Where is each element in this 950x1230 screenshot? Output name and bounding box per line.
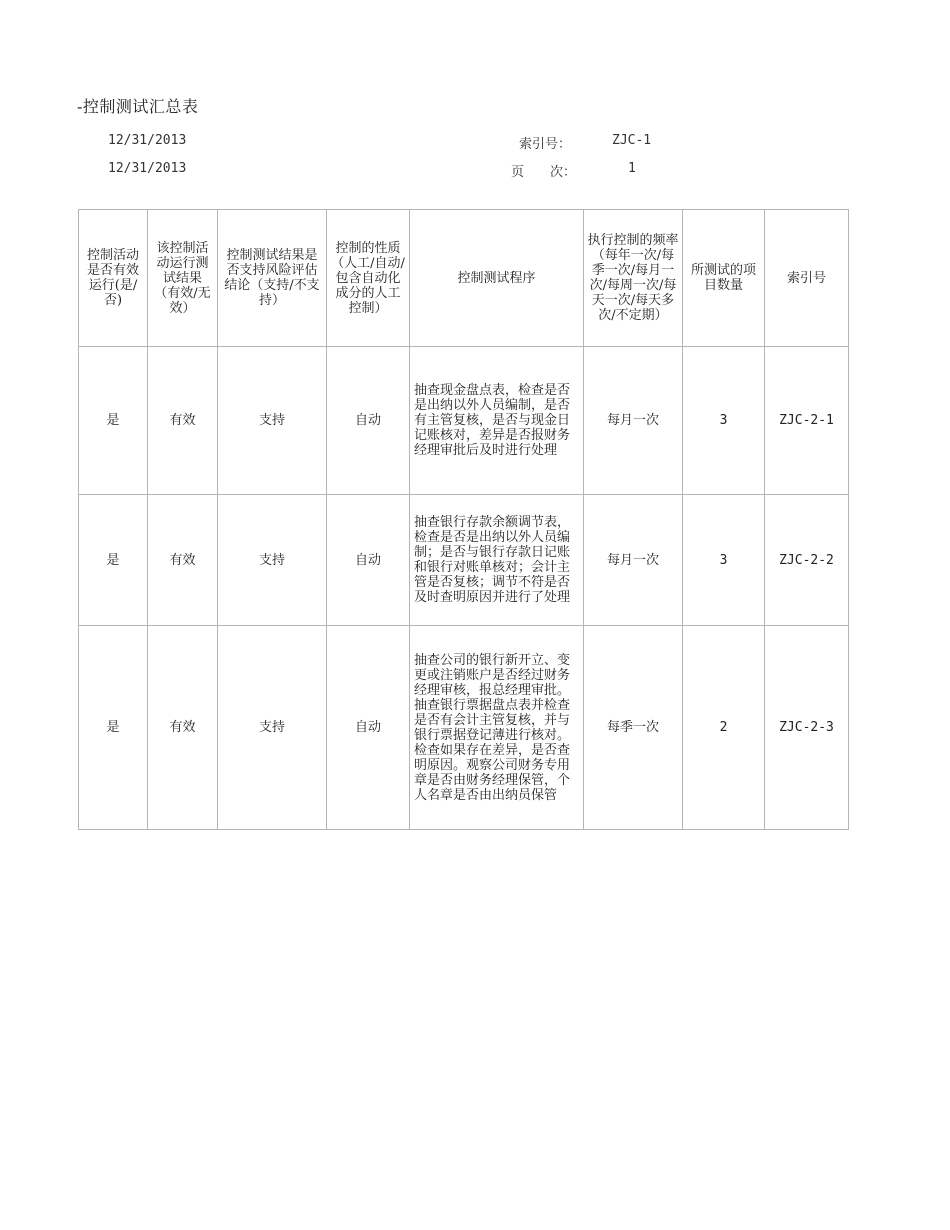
period-date-2: 12/31/2013: [108, 161, 187, 176]
table-row: [79, 495, 849, 626]
page-title: -控制测试汇总表: [77, 97, 199, 116]
cell-frequency: 每季一次: [584, 626, 683, 830]
cell-result: 有效: [148, 626, 218, 830]
header-result: 该控制活动运行测试结果（有效/无效）: [148, 210, 218, 347]
cell-support: 支持: [218, 495, 327, 626]
cell-support: 支持: [218, 347, 327, 495]
cell-procedure: 抽查现金盘点表，检查是否是出纳以外人员编制，是否有主管复核，是否与现金日记账核对，差异是否报财务经理审批后及时进行处理: [410, 347, 584, 495]
cell-effective: 是: [79, 347, 148, 495]
cell-frequency: 每月一次: [584, 495, 683, 626]
control-test-summary-table: [78, 209, 849, 830]
cell-procedure: 抽查公司的银行新开立、变更或注销账户是否经过财务经理审核，报总经理审批。抽查银行票据盘点表并检查是否有会计主管复核，并与银行票据登记薄进行核对。检查如果存在差异，是否查明原因。观察公司财务专用章是否由财务经理保管，个人名章是否由出纳员保管: [410, 626, 584, 830]
index-value: ZJC-1: [612, 133, 652, 148]
header-effective: 控制活动是否有效运行(是/否): [79, 210, 148, 347]
cell-effective: 是: [79, 626, 148, 830]
cell-count: 3: [683, 495, 765, 626]
cell-index: ZJC-2-1: [765, 347, 849, 495]
header-nature: 控制的性质（人工/自动/包含自动化成分的人工控制）: [327, 210, 410, 347]
header-procedure: 控制测试程序: [410, 210, 584, 347]
cell-result: 有效: [148, 347, 218, 495]
cell-result: 有效: [148, 495, 218, 626]
period-date-1: 12/31/2013: [108, 133, 187, 148]
page-value: 1: [628, 161, 636, 176]
cell-index: ZJC-2-3: [765, 626, 849, 830]
cell-index: ZJC-2-2: [765, 495, 849, 626]
cell-frequency: 每月一次: [584, 347, 683, 495]
cell-support: 支持: [218, 626, 327, 830]
header-support: 控制测试结果是否支持风险评估结论（支持/不支持）: [218, 210, 327, 347]
header-frequency: 执行控制的频率（每年一次/每季一次/每月一次/每周一次/每天一次/每天多次/不定期）: [584, 210, 683, 347]
table-row: [79, 347, 849, 495]
cell-effective: 是: [79, 495, 148, 626]
header-index: 索引号: [765, 210, 849, 347]
table-header-row: [79, 210, 849, 347]
cell-nature: 自动: [327, 626, 410, 830]
cell-count: 2: [683, 626, 765, 830]
index-label: 索引号：: [519, 137, 572, 152]
cell-count: 3: [683, 347, 765, 495]
header-count: 所测试的项目数量: [683, 210, 765, 347]
table-row: [79, 626, 849, 830]
cell-nature: 自动: [327, 495, 410, 626]
cell-procedure: 抽查银行存款余额调节表，检查是否是出纳以外人员编制；是否与银行存款日记账和银行对账单核对；会计主管是否复核；调节不符是否及时查明原因并进行了处理: [410, 495, 584, 626]
page-label: 页 次：: [511, 165, 577, 180]
cell-nature: 自动: [327, 347, 410, 495]
